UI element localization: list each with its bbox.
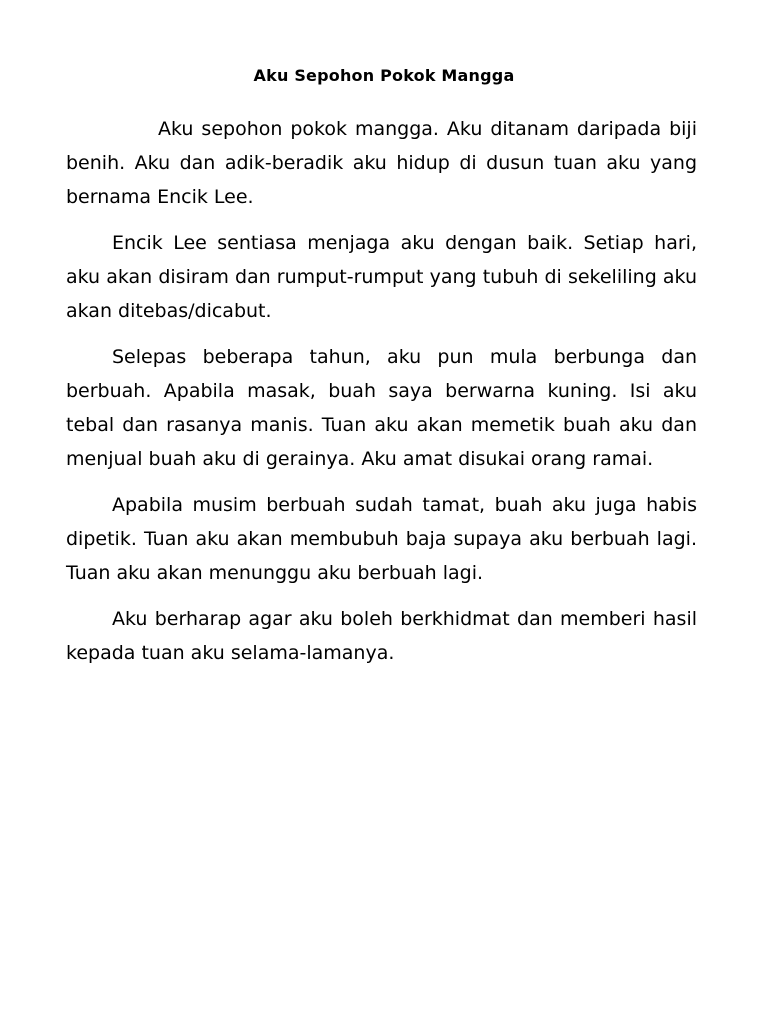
paragraph-2: Encik Lee sentiasa menjaga aku dengan baik. Setiap hari, aku akan disiram dan rumput-rumput yang tubuh di sekeliling aku akan ditebas/dicabut. — [66, 232, 697, 322]
document-body — [66, 112, 697, 682]
paragraph-3: Selepas beberapa tahun, aku pun mula berbunga dan berbuah. Apabila masak, buah saya berwarna kuning. Isi aku tebal dan rasanya manis. Tuan aku akan memetik buah aku dan menjual buah aku di gerainya. Aku amat disukai orang ramai. — [66, 346, 697, 470]
paragraph-4: Apabila musim berbuah sudah tamat, buah aku juga habis dipetik. Tuan aku akan membubuh baja supaya aku berbuah lagi. Tuan aku akan menunggu aku berbuah lagi. — [66, 494, 697, 584]
paragraph-1: Aku sepohon pokok mangga. Aku ditanam daripada biji benih. Aku dan adik-beradik aku hidup di dusun tuan aku yang bernama Encik Lee. — [66, 118, 697, 208]
document-title: Aku Sepohon Pokok Mangga — [253, 66, 515, 85]
paragraph-5: Aku berharap agar aku boleh berkhidmat dan memberi hasil kepada tuan aku selama-lamanya. — [66, 608, 697, 664]
